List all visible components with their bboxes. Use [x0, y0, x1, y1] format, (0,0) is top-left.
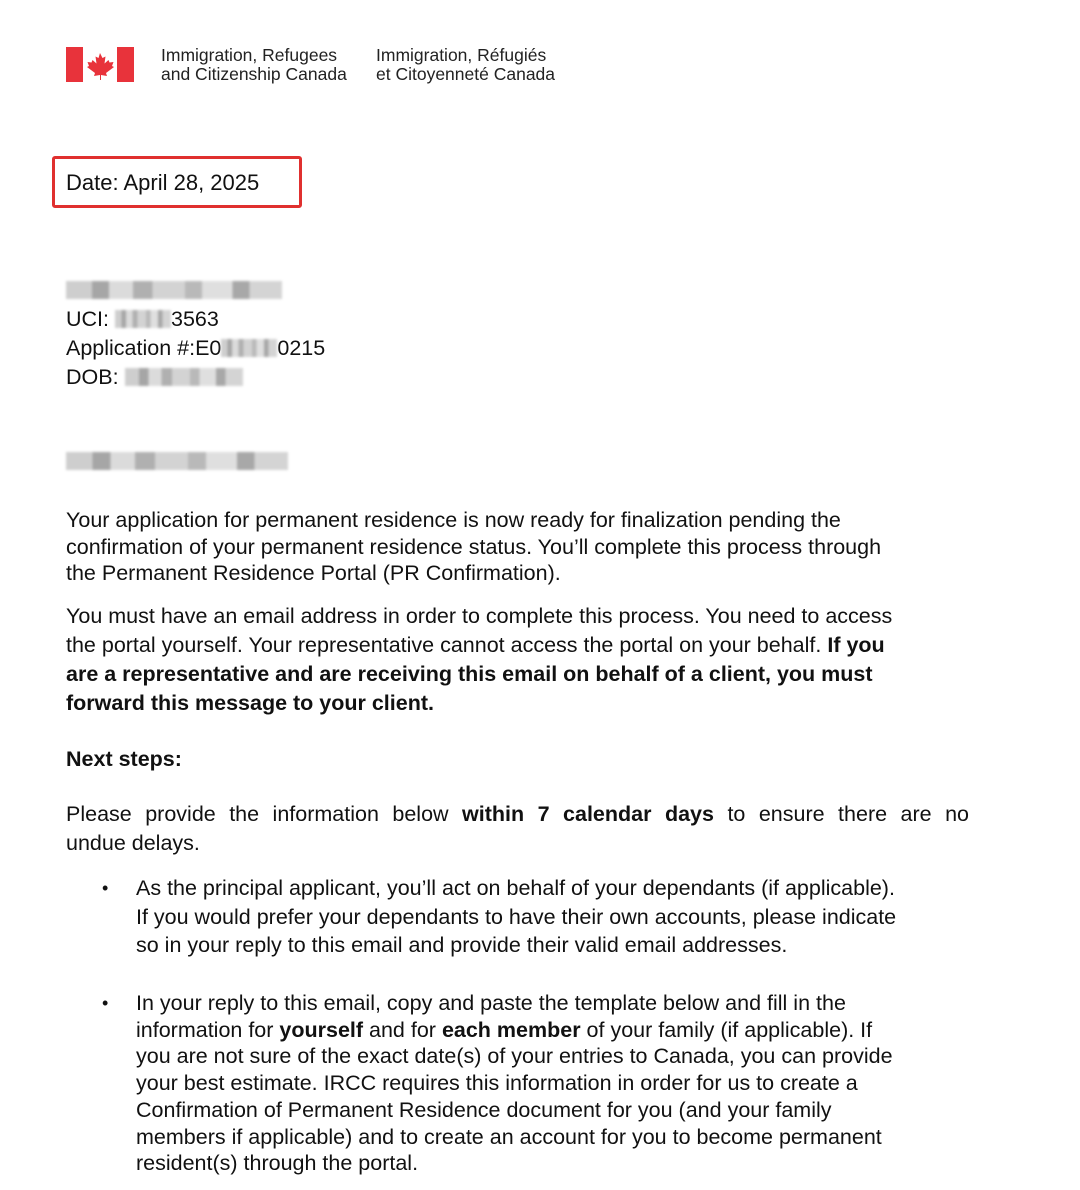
bullet-icon: • — [102, 993, 109, 1013]
text-segment: to ensure there are no — [713, 802, 969, 826]
text-line — [136, 1124, 893, 1151]
text-line — [66, 602, 892, 631]
text-segment: of your family (if applicable). If — [580, 1017, 873, 1042]
text-segment: members if applicable) and to create an account for you to become permanent — [136, 1124, 882, 1149]
dob-line — [66, 363, 325, 392]
text-line — [66, 534, 881, 561]
text-line — [136, 1097, 893, 1124]
text-segment: information for — [136, 1017, 280, 1042]
text-line — [66, 631, 892, 660]
text-segment: As the principal applicant, you’ll act on behalf of your dependants (if applicable). — [136, 876, 895, 900]
redacted-application — [221, 339, 277, 357]
bold-text-segment: forward this message to your client. — [66, 691, 434, 715]
uci-label: UCI: — [66, 307, 115, 331]
letter-date: Date: April 28, 2025 — [66, 170, 260, 195]
text-line — [66, 660, 892, 689]
text-line — [136, 1017, 893, 1044]
paragraph-deadline — [66, 800, 969, 858]
redacted-dob — [125, 368, 243, 386]
text-segment: You must have an email address in order to complete this process. You need to access — [66, 604, 893, 628]
text-segment: resident(s) through the portal. — [136, 1151, 419, 1176]
department-name-english — [161, 46, 347, 84]
text-line — [66, 507, 881, 534]
text-segment: Your application for permanent residence is now ready for finalization pending the — [66, 508, 841, 532]
redacted-uci — [115, 310, 171, 328]
application-label: Application #:E0 — [66, 336, 222, 360]
text-line — [136, 990, 893, 1017]
dept-en-line: and Citizenship Canada — [161, 64, 347, 84]
salutation — [66, 452, 288, 473]
dob-label: DOB: — [66, 365, 125, 389]
paragraph-finalization — [66, 507, 881, 587]
text-segment: and for — [363, 1017, 442, 1042]
text-segment: so in your reply to this email and provide their valid email addresses. — [136, 933, 788, 957]
uci-value: 3563 — [170, 307, 219, 331]
bullet-text — [136, 874, 896, 960]
text-line — [66, 800, 969, 829]
redacted-name — [66, 281, 282, 299]
text-segment: you are not sure of the exact date(s) of your entries to Canada, you can provide — [136, 1044, 893, 1069]
text-segment: In your reply to this email, copy and paste the template below and fill in the — [136, 991, 846, 1015]
text-line — [136, 1150, 893, 1177]
canada-flag-icon — [66, 47, 134, 82]
text-segment: undue delays. — [66, 831, 200, 855]
bullet-text — [136, 990, 893, 1177]
text-segment: Confirmation of Permanent Residence document for you (and your family — [136, 1097, 832, 1122]
text-line — [66, 560, 881, 587]
dept-fr-line: Immigration, Réfugiés — [376, 45, 547, 65]
department-name-french — [376, 46, 555, 84]
redacted-salutation — [66, 452, 288, 470]
paragraph-email-requirement — [66, 602, 892, 718]
recipient-name — [66, 276, 325, 305]
text-segment: Please provide the information below — [66, 802, 463, 826]
bullet-icon: • — [102, 878, 109, 898]
text-segment: confirmation of your permanent residence status. You’ll complete this process through — [66, 534, 882, 559]
bullet-item-template — [102, 990, 893, 1177]
bold-text-segment: are a representative and are receiving this email on behalf of a client, you must — [66, 662, 873, 686]
text-line — [136, 1043, 893, 1070]
text-segment: the Permanent Residence Portal (PR Confirmation). — [66, 561, 561, 585]
recipient-block — [66, 276, 325, 392]
text-segment: If you would prefer your dependants to have their own accounts, please indicate — [136, 904, 897, 929]
application-value: 0215 — [277, 336, 326, 360]
dept-en-line: Immigration, Refugees — [161, 45, 338, 65]
text-line — [136, 1070, 893, 1097]
text-line — [66, 829, 969, 858]
bold-text-segment: each member — [441, 1017, 581, 1042]
bold-text-segment: If you — [827, 633, 885, 657]
uci-line — [66, 305, 325, 334]
text-line — [136, 903, 896, 932]
text-line — [136, 931, 896, 960]
text-segment: your best estimate. IRCC requires this information in order for us to create a — [136, 1071, 858, 1096]
application-line — [66, 334, 325, 363]
text-line — [136, 874, 896, 903]
dept-fr-line: et Citoyenneté Canada — [376, 64, 556, 84]
bold-text-segment: within 7 calendar days — [462, 802, 714, 826]
text-line — [66, 689, 892, 718]
text-segment: the portal yourself. Your representative cannot access the portal on your behalf. — [66, 633, 828, 657]
next-steps-heading: Next steps: — [66, 747, 182, 771]
bullet-item-dependants — [102, 874, 897, 960]
bold-text-segment: yourself — [279, 1017, 364, 1042]
